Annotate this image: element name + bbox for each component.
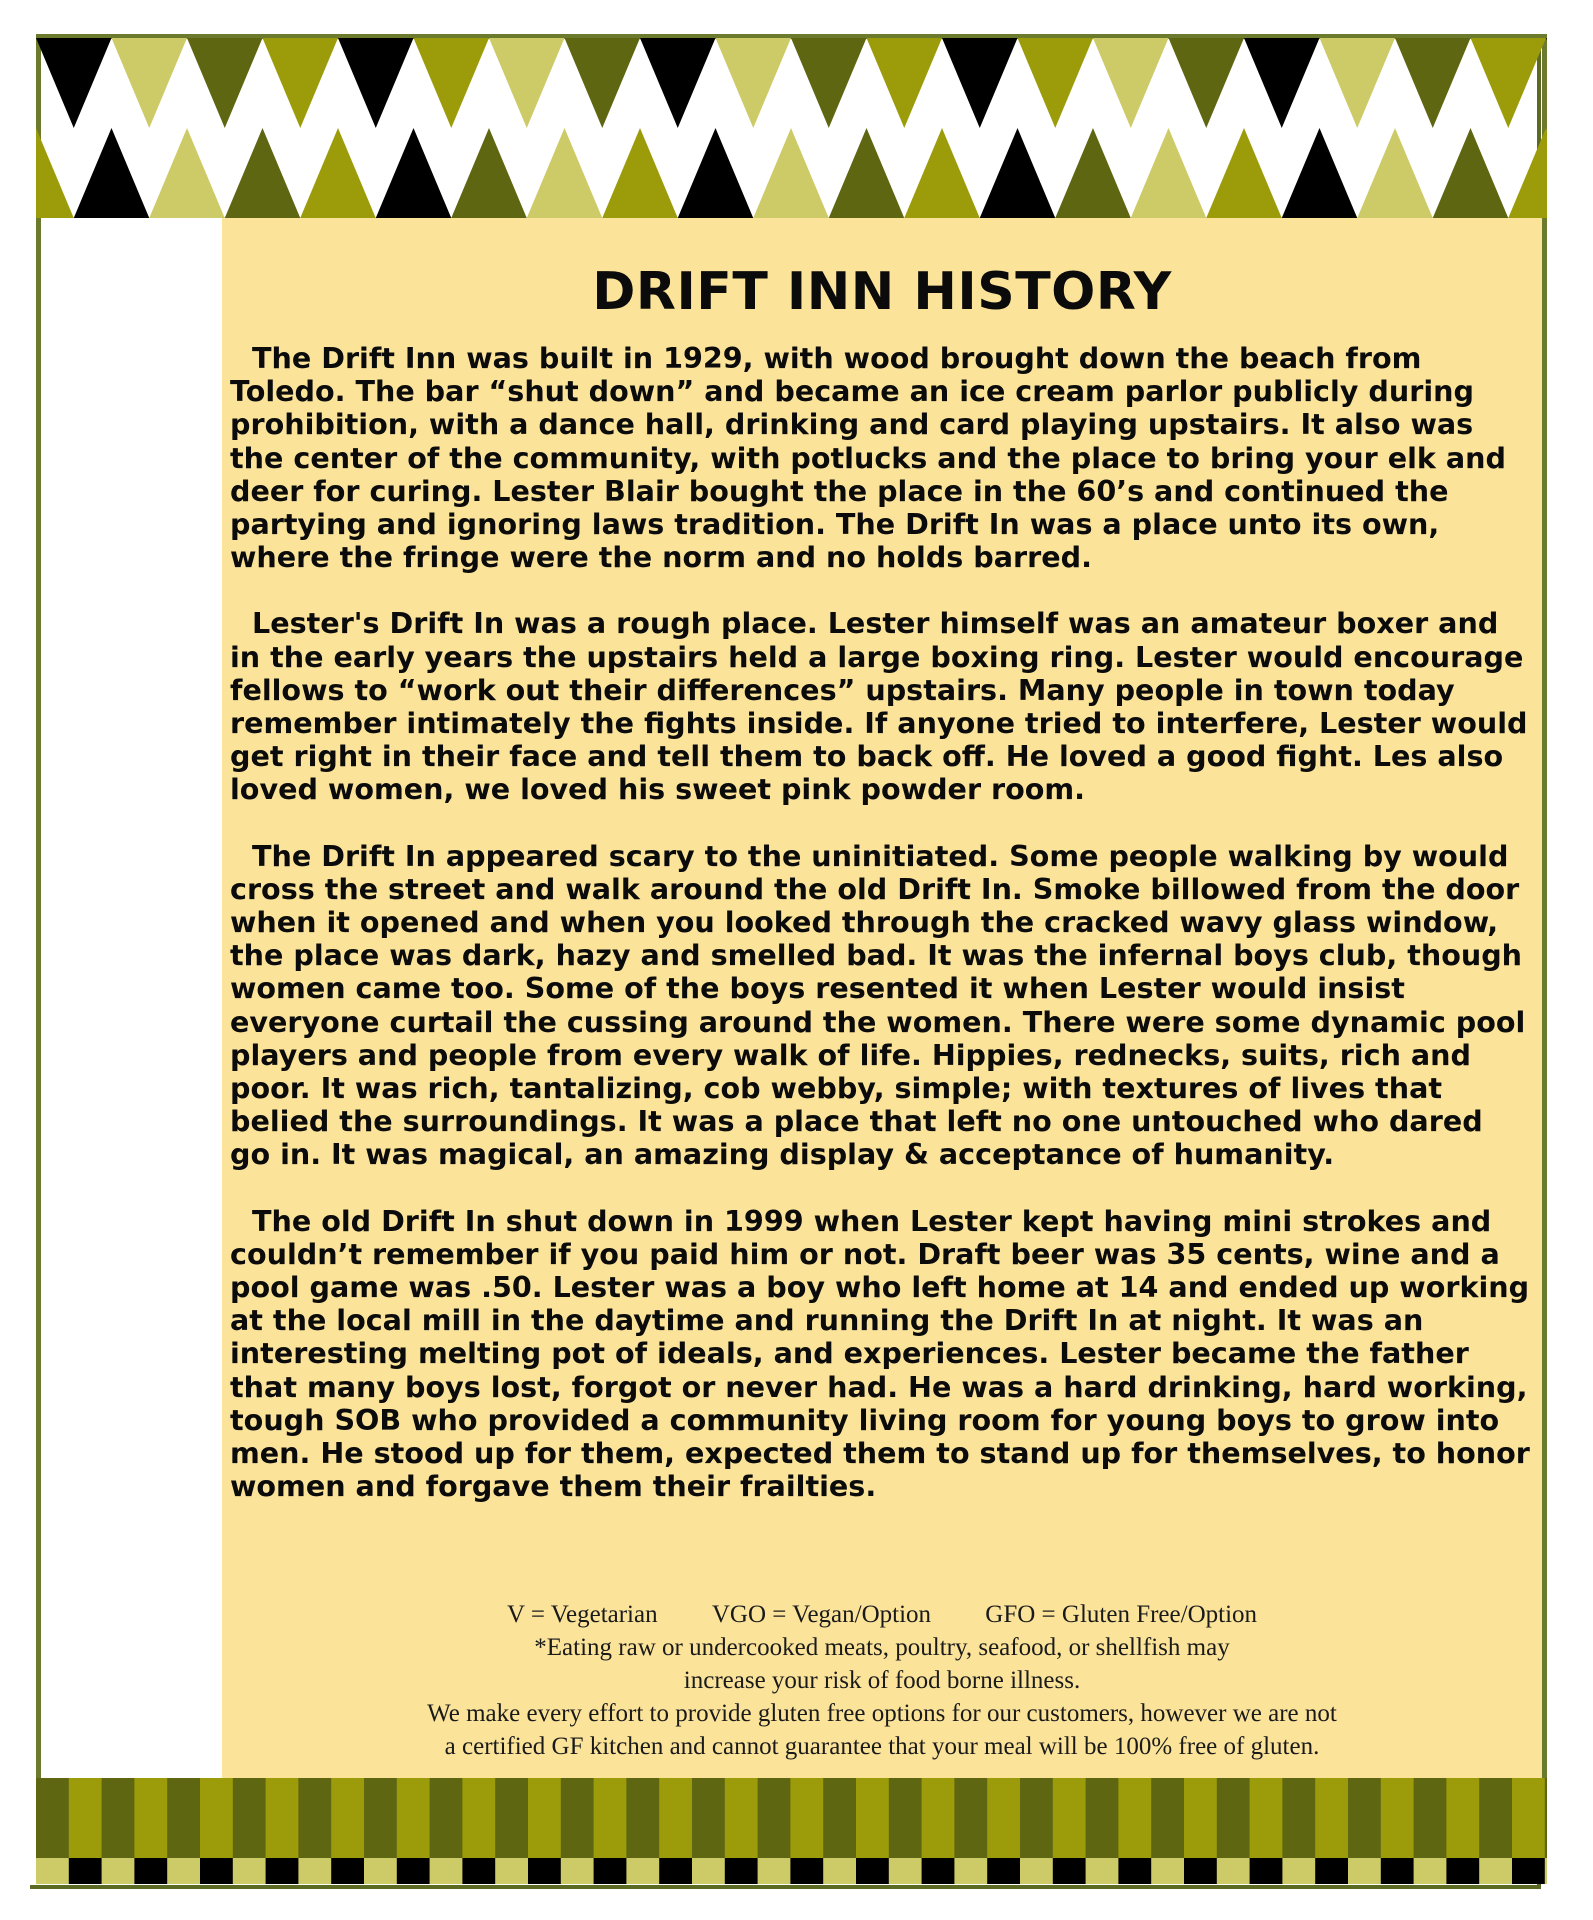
harlequin-triangle bbox=[1546, 38, 1547, 128]
stripe bbox=[626, 1778, 659, 1858]
harlequin-triangle bbox=[1320, 38, 1396, 128]
checker-block bbox=[1217, 1858, 1250, 1884]
stripe bbox=[987, 1778, 1020, 1858]
checker-block bbox=[331, 1858, 364, 1884]
checker-block bbox=[1184, 1858, 1217, 1884]
checker-block bbox=[889, 1858, 922, 1884]
harlequin-triangle bbox=[74, 128, 150, 218]
checker-block bbox=[1414, 1858, 1447, 1884]
gluten-disclaimer-line-1: We make every effort to provide gluten free options for our customers, however we are not bbox=[427, 1700, 1337, 1727]
checker-block bbox=[561, 1858, 594, 1884]
stripe bbox=[266, 1778, 299, 1858]
checker-block bbox=[1315, 1858, 1348, 1884]
stripe bbox=[1446, 1778, 1479, 1858]
checker-block bbox=[1381, 1858, 1414, 1884]
checker-block bbox=[1545, 1858, 1547, 1884]
stripe bbox=[1250, 1778, 1283, 1858]
checker-block bbox=[495, 1858, 528, 1884]
stripe bbox=[102, 1778, 135, 1858]
gluten-disclaimer-line-2: a certified GF kitchen and cannot guarantee that your meal will be 100% free of gluten. bbox=[444, 1733, 1320, 1760]
checker-block bbox=[1020, 1858, 1053, 1884]
checker-block bbox=[102, 1858, 135, 1884]
legend-vegan: VGO = Vegan/Option bbox=[711, 1601, 932, 1628]
harlequin-triangle bbox=[1508, 128, 1547, 218]
stripe bbox=[1348, 1778, 1381, 1858]
checker-block bbox=[692, 1858, 725, 1884]
stripe bbox=[856, 1778, 889, 1858]
page-title: DRIFT INN HISTORY bbox=[592, 262, 1172, 322]
stripe bbox=[1545, 1778, 1547, 1858]
stripe bbox=[1020, 1778, 1053, 1858]
checker-block bbox=[922, 1858, 955, 1884]
checker-block bbox=[200, 1858, 233, 1884]
checker-block bbox=[167, 1858, 200, 1884]
harlequin-triangle bbox=[376, 128, 452, 218]
stripe bbox=[167, 1778, 200, 1858]
stripe bbox=[397, 1778, 430, 1858]
checker-block bbox=[1053, 1858, 1086, 1884]
harlequin-triangle bbox=[678, 128, 754, 218]
stripe bbox=[430, 1778, 463, 1858]
harlequin-triangle bbox=[489, 38, 565, 128]
stripe bbox=[1479, 1778, 1512, 1858]
harlequin-triangle bbox=[640, 38, 716, 128]
diet-legend bbox=[222, 1598, 1542, 1631]
stripe bbox=[725, 1778, 758, 1858]
stripe bbox=[922, 1778, 955, 1858]
stripe bbox=[692, 1778, 725, 1858]
stripe bbox=[1315, 1778, 1348, 1858]
harlequin-triangle bbox=[300, 128, 376, 218]
harlequin-triangle bbox=[791, 38, 867, 128]
stripe bbox=[134, 1778, 167, 1858]
stripe bbox=[1118, 1778, 1151, 1858]
checker-block bbox=[1118, 1858, 1151, 1884]
checker-block bbox=[36, 1858, 69, 1884]
checker-block bbox=[856, 1858, 889, 1884]
stripe bbox=[823, 1778, 856, 1858]
harlequin-triangle bbox=[112, 38, 188, 128]
harlequin-triangle bbox=[451, 128, 527, 218]
harlequin-triangle bbox=[942, 38, 1018, 128]
harlequin-triangle bbox=[1055, 128, 1131, 218]
checker-block bbox=[954, 1858, 987, 1884]
harlequin-triangle bbox=[1244, 38, 1320, 128]
stripe bbox=[790, 1778, 823, 1858]
checker-block bbox=[594, 1858, 627, 1884]
stripe bbox=[954, 1778, 987, 1858]
stripe bbox=[1414, 1778, 1447, 1858]
harlequin-triangle bbox=[1471, 38, 1547, 128]
history-paragraph: The Drift Inn was built in 1929, with wood brought down the beach from Toledo. The bar “shut down” and became an ice cream parlor publicly during prohibition, with a dance hall, drinking and card playing upstairs. It also was the center of the community, with potlucks and the place to bring your elk and deer for curing. Lester Blair bought the place in the 60’s and continued the partying and ignoring laws tradition. The Drift In was a place unto its own, where the fringe were the norm and no holds barred. bbox=[230, 341, 1506, 575]
harlequin-triangle bbox=[187, 38, 263, 128]
history-panel bbox=[222, 218, 1542, 1778]
stripe bbox=[233, 1778, 266, 1858]
stripe bbox=[528, 1778, 561, 1858]
harlequin-triangle bbox=[1206, 128, 1282, 218]
harlequin-triangle bbox=[263, 38, 339, 128]
stripe bbox=[1053, 1778, 1086, 1858]
harlequin-triangle bbox=[753, 128, 829, 218]
menu-notes bbox=[222, 1598, 1542, 1763]
stripe bbox=[594, 1778, 627, 1858]
history-paragraph: The Drift In appeared scary to the uninitiated. Some people walking by would cross the street and walk around the old Drift In. Smoke billowed from the door when it opened and when you looked through the cracked wavy glass window, the place was dark, hazy and smelled bad. It was the infernal boys club, though women came too. Some of the boys resented it when Lester would insist everyone curtail the cussing around the women. There were some dynamic pool players and people from every walk of life. Hippies, rednecks, suits, rich and poor. It was rich, tantalizing, cob webby, simple; with textures of lives that belied the surroundings. It was a place that left no one untouched who dared go in. It was magical, an amazing display & acceptance of humanity. bbox=[230, 838, 1526, 1172]
stripe bbox=[36, 1778, 69, 1858]
harlequin-triangle bbox=[829, 128, 905, 218]
harlequin-triangle bbox=[1093, 38, 1169, 128]
harlequin-triangle bbox=[36, 128, 74, 218]
harlequin-triangle bbox=[1282, 128, 1358, 218]
checker-block bbox=[298, 1858, 331, 1884]
harlequin-triangle bbox=[904, 128, 980, 218]
stripe bbox=[1512, 1778, 1545, 1858]
stripe bbox=[1282, 1778, 1315, 1858]
harlequin-triangle bbox=[602, 128, 678, 218]
checker-block bbox=[823, 1858, 856, 1884]
harlequin-triangle bbox=[527, 128, 603, 218]
checker-block bbox=[626, 1858, 659, 1884]
raw-food-warning-line-2: increase your risk of food borne illness. bbox=[683, 1667, 1081, 1694]
stripe bbox=[758, 1778, 791, 1858]
history-paragraph: The old Drift In shut down in 1999 when Lester kept having mini strokes and couldn’t remember if you paid him or not. Draft beer was 35 cents, wine and a pool game was .50. Lester was a boy who left home at 14 and ended up working at the local mill in the daytime and running the Drift In at night. It was an interesting melting pot of ideals, and experiences. Lester became the father that many boys lost, forgot or never had. He was a hard drinking, hard working, tough SOB who provided a community living room for young boys to grow into men. He stood up for them, expected them to stand up for themselves, to honor women and forgave them their frailties. bbox=[230, 1203, 1530, 1504]
history-paragraph: Lester's Drift In was a rough place. Lester himself was an amateur boxer and in the early years the upstairs held a large boxing ring. Lester would encourage fellows to “work out their differences” upstairs. Many people in town today remember intimately the fights inside. If anyone tried to interfere, Lester would get right in their face and tell them to back off. He loved a good fight. Les also loved women, we loved his sweet pink powder room. bbox=[230, 606, 1528, 807]
stripe bbox=[462, 1778, 495, 1858]
harlequin-triangle bbox=[565, 38, 641, 128]
checker-block bbox=[1151, 1858, 1184, 1884]
harlequin-triangle bbox=[867, 38, 943, 128]
checker-block bbox=[1348, 1858, 1381, 1884]
legend-vegetarian: V = Vegetarian bbox=[506, 1601, 658, 1628]
stripe bbox=[298, 1778, 331, 1858]
checker-block bbox=[462, 1858, 495, 1884]
harlequin-triangle bbox=[414, 38, 490, 128]
stripe bbox=[1184, 1778, 1217, 1858]
stripe bbox=[1217, 1778, 1250, 1858]
stripe bbox=[889, 1778, 922, 1858]
stripe bbox=[1086, 1778, 1119, 1858]
stripe bbox=[659, 1778, 692, 1858]
stripe bbox=[1151, 1778, 1184, 1858]
checker-block bbox=[430, 1858, 463, 1884]
harlequin-triangle bbox=[1357, 128, 1433, 218]
checker-block bbox=[1479, 1858, 1512, 1884]
stripe bbox=[1381, 1778, 1414, 1858]
stripe bbox=[69, 1778, 102, 1858]
checker-block bbox=[266, 1858, 299, 1884]
harlequin-triangle bbox=[225, 128, 301, 218]
checker-block bbox=[397, 1858, 430, 1884]
legend-gluten-free: GFO = Gluten Free/Option bbox=[985, 1601, 1258, 1628]
harlequin-triangle bbox=[716, 38, 792, 128]
checker-block bbox=[790, 1858, 823, 1884]
checker-block bbox=[725, 1858, 758, 1884]
raw-food-warning-line-1: *Eating raw or undercooked meats, poultry, seafood, or shellfish may bbox=[534, 1634, 1230, 1661]
stripe bbox=[561, 1778, 594, 1858]
harlequin-triangle bbox=[980, 128, 1056, 218]
checker-block bbox=[69, 1858, 102, 1884]
checker-block bbox=[364, 1858, 397, 1884]
checker-block bbox=[1446, 1858, 1479, 1884]
harlequin-triangle bbox=[338, 38, 414, 128]
stripe bbox=[200, 1778, 233, 1858]
harlequin-triangle bbox=[1395, 38, 1471, 128]
checker-block bbox=[1250, 1858, 1283, 1884]
checker-block bbox=[987, 1858, 1020, 1884]
stripe bbox=[495, 1778, 528, 1858]
harlequin-triangle bbox=[1131, 128, 1207, 218]
checker-block bbox=[758, 1858, 791, 1884]
harlequin-triangle bbox=[1433, 128, 1509, 218]
checker-block bbox=[659, 1858, 692, 1884]
harlequin-triangle bbox=[36, 38, 112, 128]
stripe bbox=[364, 1778, 397, 1858]
checker-block bbox=[233, 1858, 266, 1884]
striped-bottom-border bbox=[36, 1778, 1547, 1884]
checker-block bbox=[1512, 1858, 1545, 1884]
checker-block bbox=[528, 1858, 561, 1884]
harlequin-triangle bbox=[1169, 38, 1245, 128]
harlequin-triangle bbox=[149, 128, 225, 218]
checker-block bbox=[134, 1858, 167, 1884]
harlequin-triangle bbox=[1018, 38, 1094, 128]
harlequin-top-border bbox=[36, 38, 1547, 218]
checker-block bbox=[1086, 1858, 1119, 1884]
stripe bbox=[331, 1778, 364, 1858]
history-text bbox=[230, 342, 1530, 1537]
checker-block bbox=[1282, 1858, 1315, 1884]
